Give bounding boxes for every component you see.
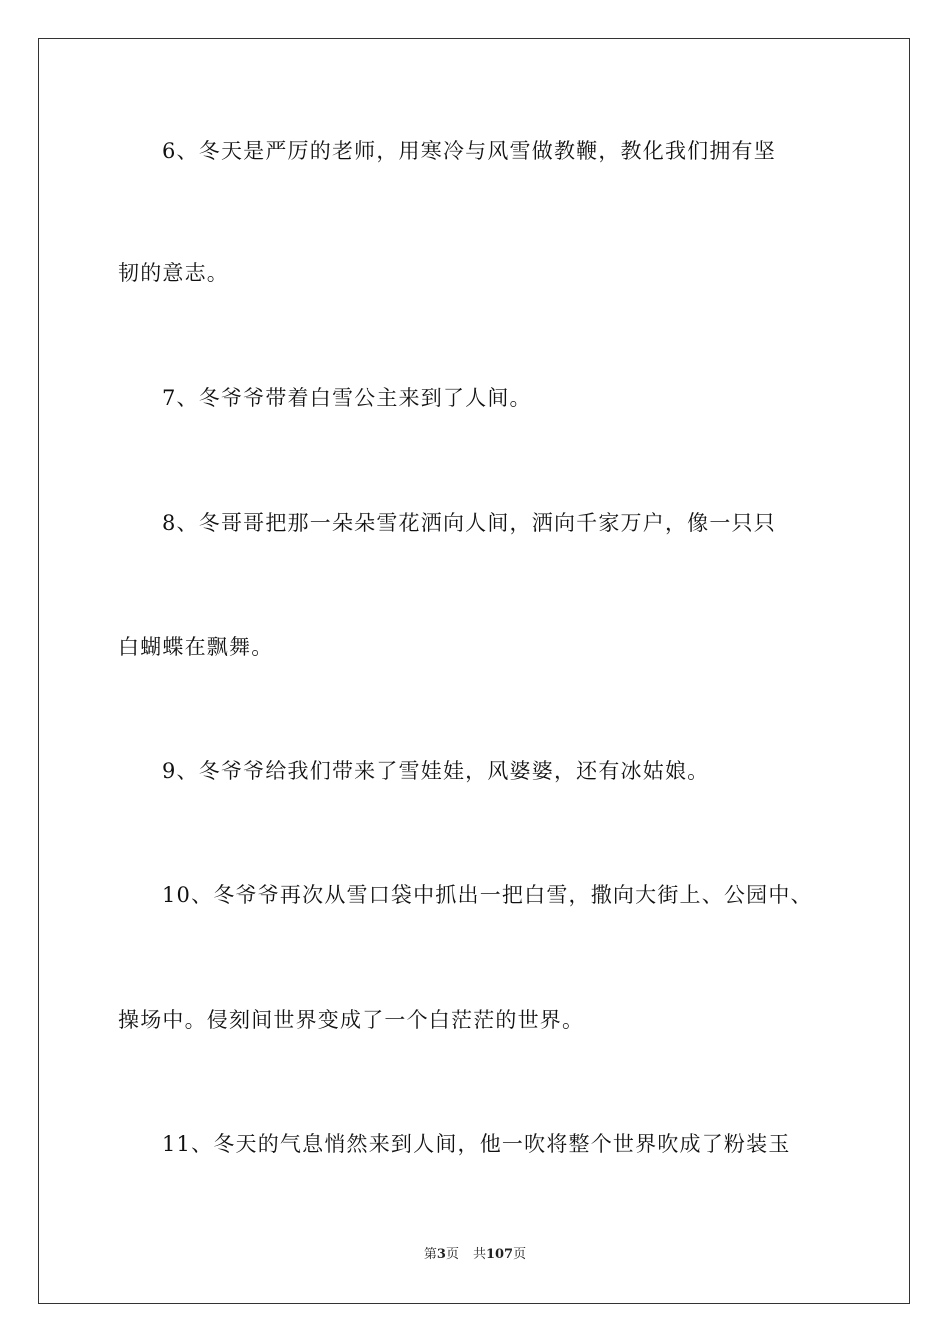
paragraph-11-line-1: 11、冬天的气息悄然来到人间，他一吹将整个世界吹成了粉装玉 (162, 1132, 791, 1156)
paragraph-10-line-2: 操场中。侵刻间世界变成了一个白茫茫的世界。 (118, 1008, 585, 1032)
total-suffix: 页 (513, 1247, 527, 1262)
paragraph-9-line-1: 9、冬爷爷给我们带来了雪娃娃，风婆婆，还有冰姑娘。 (162, 759, 710, 783)
total-pages: 107 (485, 1247, 514, 1262)
paragraph-8-line-2: 白蝴蝶在飘舞。 (118, 635, 274, 659)
paragraph-10-line-1: 10、冬爷爷再次从雪口袋中抓出一把白雪，撒向大街上、公园中、 (162, 883, 813, 907)
page-footer (0, 1246, 950, 1264)
paragraph-6-line-1: 6、冬天是严厉的老师，用寒冷与风雪做教鞭，教化我们拥有坚 (162, 139, 776, 163)
page-border (38, 38, 910, 1304)
total-prefix: 共 (472, 1247, 486, 1262)
page-prefix: 第 (423, 1247, 437, 1262)
paragraph-7-line-1: 7、冬爷爷带着白雪公主来到了人间。 (162, 386, 532, 410)
paragraph-6-line-2: 韧的意志。 (118, 261, 229, 285)
page-number: 3 (436, 1247, 446, 1262)
page-suffix: 页 (445, 1247, 459, 1262)
paragraph-8-line-1: 8、冬哥哥把那一朵朵雪花洒向人间，洒向千家万户，像一只只 (162, 511, 776, 535)
